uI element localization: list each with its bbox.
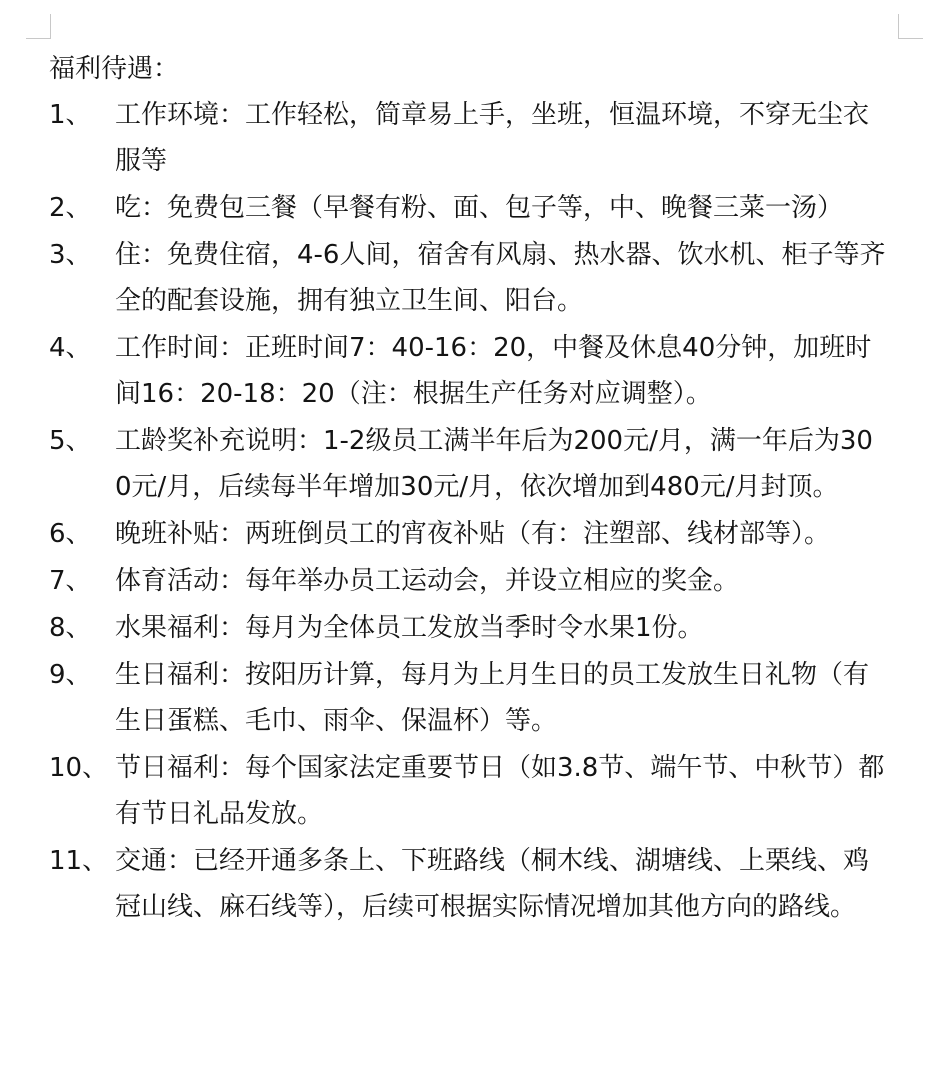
list-item	[49, 652, 889, 744]
list-item-text: 交通：已经开通多条上、下班路线（桐木线、湖塘线、上栗线、鸡冠山线、麻石线等），后续可根据实际情况增加其他方向的路线。	[115, 846, 870, 922]
list-item-number: 3、	[49, 240, 92, 270]
list-item-number: 5、	[49, 426, 92, 456]
list-item	[49, 232, 889, 324]
list-item-number: 8、	[49, 613, 92, 643]
list-item	[49, 511, 889, 557]
list-item-text: 水果福利：每月为全体员工发放当季时令水果1份。	[115, 613, 704, 643]
list-item-number: 6、	[49, 519, 92, 549]
list-item	[49, 745, 889, 837]
list-item-number: 10、	[49, 753, 109, 783]
list-item-text: 工作时间：正班时间7：40-16：20，中餐及休息40分钟，加班时间16：20-18：20（注：根据生产任务对应调整）。	[115, 333, 872, 409]
list-item-text: 体育活动：每年举办员工运动会，并设立相应的奖金。	[115, 566, 740, 596]
top-right-corner-mark	[898, 14, 923, 39]
document-body	[49, 46, 889, 930]
list-item	[49, 838, 889, 930]
list-item-number: 7、	[49, 566, 92, 596]
list-item-text: 工龄奖补充说明：1-2级员工满半年后为200元/月，满一年后为300元/月，后续每半年增加30元/月，依次增加到480元/月封顶。	[115, 426, 873, 502]
top-left-corner-mark	[26, 14, 51, 39]
list-item	[49, 558, 889, 604]
list-item-number: 11、	[49, 846, 109, 876]
list-item-text: 生日福利：按阳历计算，每月为上月生日的员工发放生日礼物（有生日蛋糕、毛巾、雨伞、保温杯）等。	[115, 660, 870, 736]
list-item-number: 1、	[49, 100, 92, 130]
benefits-heading: 福利待遇：	[49, 54, 180, 84]
benefits-list	[49, 92, 889, 930]
list-item	[49, 185, 889, 231]
list-item-text: 节日福利：每个国家法定重要节日（如3.8节、端午节、中秋节）都有节日礼品发放。	[115, 753, 885, 829]
list-item-text: 吃：免费包三餐（早餐有粉、面、包子等，中、晚餐三菜一汤）	[115, 193, 844, 223]
list-item	[49, 325, 889, 417]
list-item	[49, 605, 889, 651]
list-item-text: 晚班补贴：两班倒员工的宵夜补贴（有：注塑部、线材部等）。	[115, 519, 831, 549]
list-item	[49, 92, 889, 184]
list-item-text: 住：免费住宿，4-6人间，宿舍有风扇、热水器、饮水机、柜子等齐全的配套设施，拥有独立卫生间、阳台。	[115, 240, 886, 316]
list-item-number: 9、	[49, 660, 92, 690]
list-item-number: 2、	[49, 193, 92, 223]
list-item-text: 工作环境：工作轻松，简章易上手，坐班，恒温环境，不穿无尘衣服等	[115, 100, 870, 176]
list-item	[49, 418, 889, 510]
list-item-number: 4、	[49, 333, 92, 363]
